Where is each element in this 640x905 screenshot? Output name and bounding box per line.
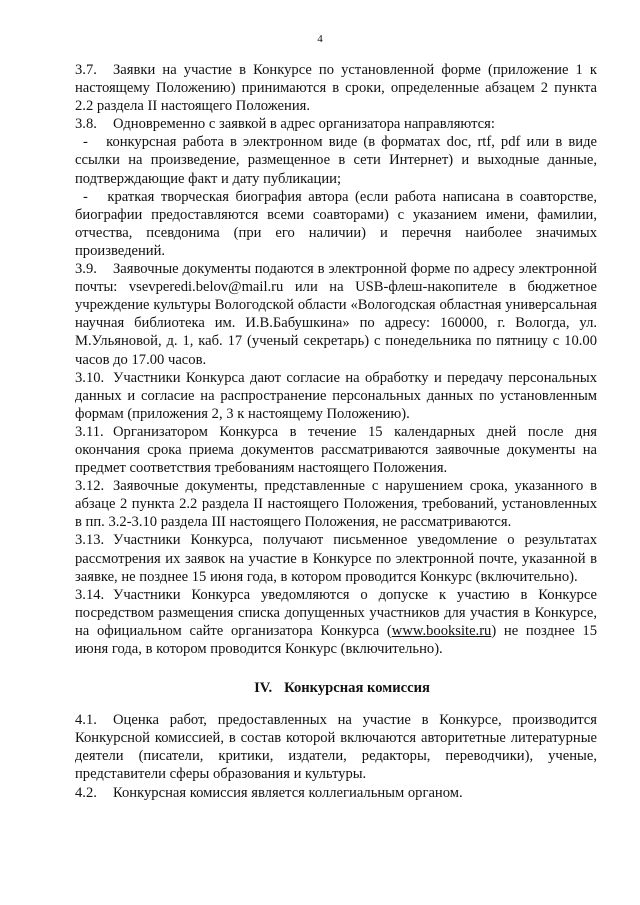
paragraph-number: 3.8. (75, 116, 97, 133)
paragraph-text: Одновременно с заявкой в адрес организатора направляются: (113, 116, 495, 133)
paragraph-3-8 (75, 115, 597, 133)
list-item (75, 133, 597, 187)
paragraph-3-9 (75, 260, 597, 369)
paragraph-3-11 (75, 423, 597, 477)
paragraph-3-10 (75, 369, 597, 423)
paragraph-text: Организатором Конкурса в течение 15 календарных дней после дня окончания срока приема документов рассматриваются заявочные документы на предмет соответствия требованиям настоящего Положения. (75, 423, 597, 477)
paragraph-number: 3.14. (75, 586, 105, 603)
paragraph-number: 3.11. (75, 423, 104, 440)
paragraph-text: ) не позднее 15 июня года, в котором проводится Конкурс (включительно). (75, 622, 598, 657)
bullet-marker: - (83, 188, 88, 205)
paragraph-text: Участники Конкурса уведомляются о допуске к участию в Конкурсе посредством размещения списка допущенных участников для участия в Конкурсе, на официальном сайте организатора Конкурса ( (75, 586, 597, 639)
paragraph-3-12 (75, 477, 597, 531)
paragraph-3-13 (75, 531, 597, 585)
paragraph-text: Участники Конкурса дают согласие на обработку и передачу персональных данных и согласие на распространение персональных данных по установленным формам (приложения 2, 3 к настоящему Положению). (75, 369, 597, 422)
list-item-text: краткая творческая биография автора (если работа написана в соавторстве, биографии предоставляются всеми соавторами) с указанием имени, фамилии, отчества, псевдонима (при его наличии) и перечня наиболее значимых произведений. (75, 188, 597, 259)
section-title: Конкурсная комиссия (284, 680, 430, 697)
paragraph-3-14 (75, 586, 597, 658)
paragraph-number: 4.2. (75, 784, 97, 801)
paragraph-number: 4.1. (75, 712, 97, 729)
paragraph-text: Конкурсная комиссия является коллегиальным органом. (113, 784, 463, 801)
paragraph-number: 3.7. (75, 62, 97, 78)
paragraph-text: Заявочные документы подаются в электронной форме по адресу электронной почты: vsevperedi.belov@mail.ru или на USB-флеш-накопителе в бюджетное учреждение культуры Вологодской области «Вологодская областная универсальная научная библиотека им. И.В.Бабушкина» по адресу: 160000, г. Вологда, ул. М.Ульяновой, д. 1, каб. 17 (ученый секретарь) с понедельника по пятницу с 10.00 часов до 17.00 часов. (75, 261, 597, 368)
paragraph-4-1 (75, 711, 597, 783)
list-item (75, 188, 597, 260)
paragraph-number: 3.10. (75, 369, 105, 386)
paragraph-number: 3.9. (75, 261, 97, 278)
list-item-text: конкурсная работа в электронном виде (в форматах doc, rtf, pdf или в виде ссылки на произведение, размещенное в сети Интернет) и выходные данные, подтверждающие факт и дату публикации; (75, 134, 597, 187)
page-number: 4 (317, 33, 323, 45)
section-number: IV. (254, 680, 273, 697)
paragraph-text: Заявочные документы, представленные с нарушением срока, указанного в абзаце 2 пункта 2.2 раздела II настоящего Положения, требований, установленных в пп. 3.2-3.10 раздела III настоящего Положения, не рассматриваются. (75, 478, 597, 531)
paragraph-text: Заявки на участие в Конкурсе по установленной форме (приложение 1 к настоящему Положению) принимаются в сроки, определенные абзацем 2 пункта 2.2 раздела II настоящего Положения. (75, 62, 597, 115)
section-heading (75, 679, 597, 697)
paragraph-text: Оценка работ, предоставленных на участие в Конкурсе, производится Конкурсной комиссией, в состав которой включаются авторитетные литературные деятели (писатели, критики, издатели, редакторы, переводчики), ученые, представители сферы образования и культуры. (75, 712, 597, 783)
document-body (75, 61, 597, 802)
paragraph-number: 3.13. (75, 532, 105, 549)
paragraph-4-2 (75, 784, 597, 802)
bullet-marker: - (83, 134, 88, 151)
paragraph-number: 3.12. (75, 478, 105, 495)
booksite-link[interactable]: www.booksite.ru (391, 622, 492, 639)
paragraph-text: Участники Конкурса, получают письменное уведомление о результатах рассмотрения их заявок на участие в Конкурсе по электронной почте, указанной в заявке, не позднее 15 июня года, в котором проводится Конкурс (включительно). (75, 532, 597, 585)
paragraph-3-7 (75, 61, 597, 115)
